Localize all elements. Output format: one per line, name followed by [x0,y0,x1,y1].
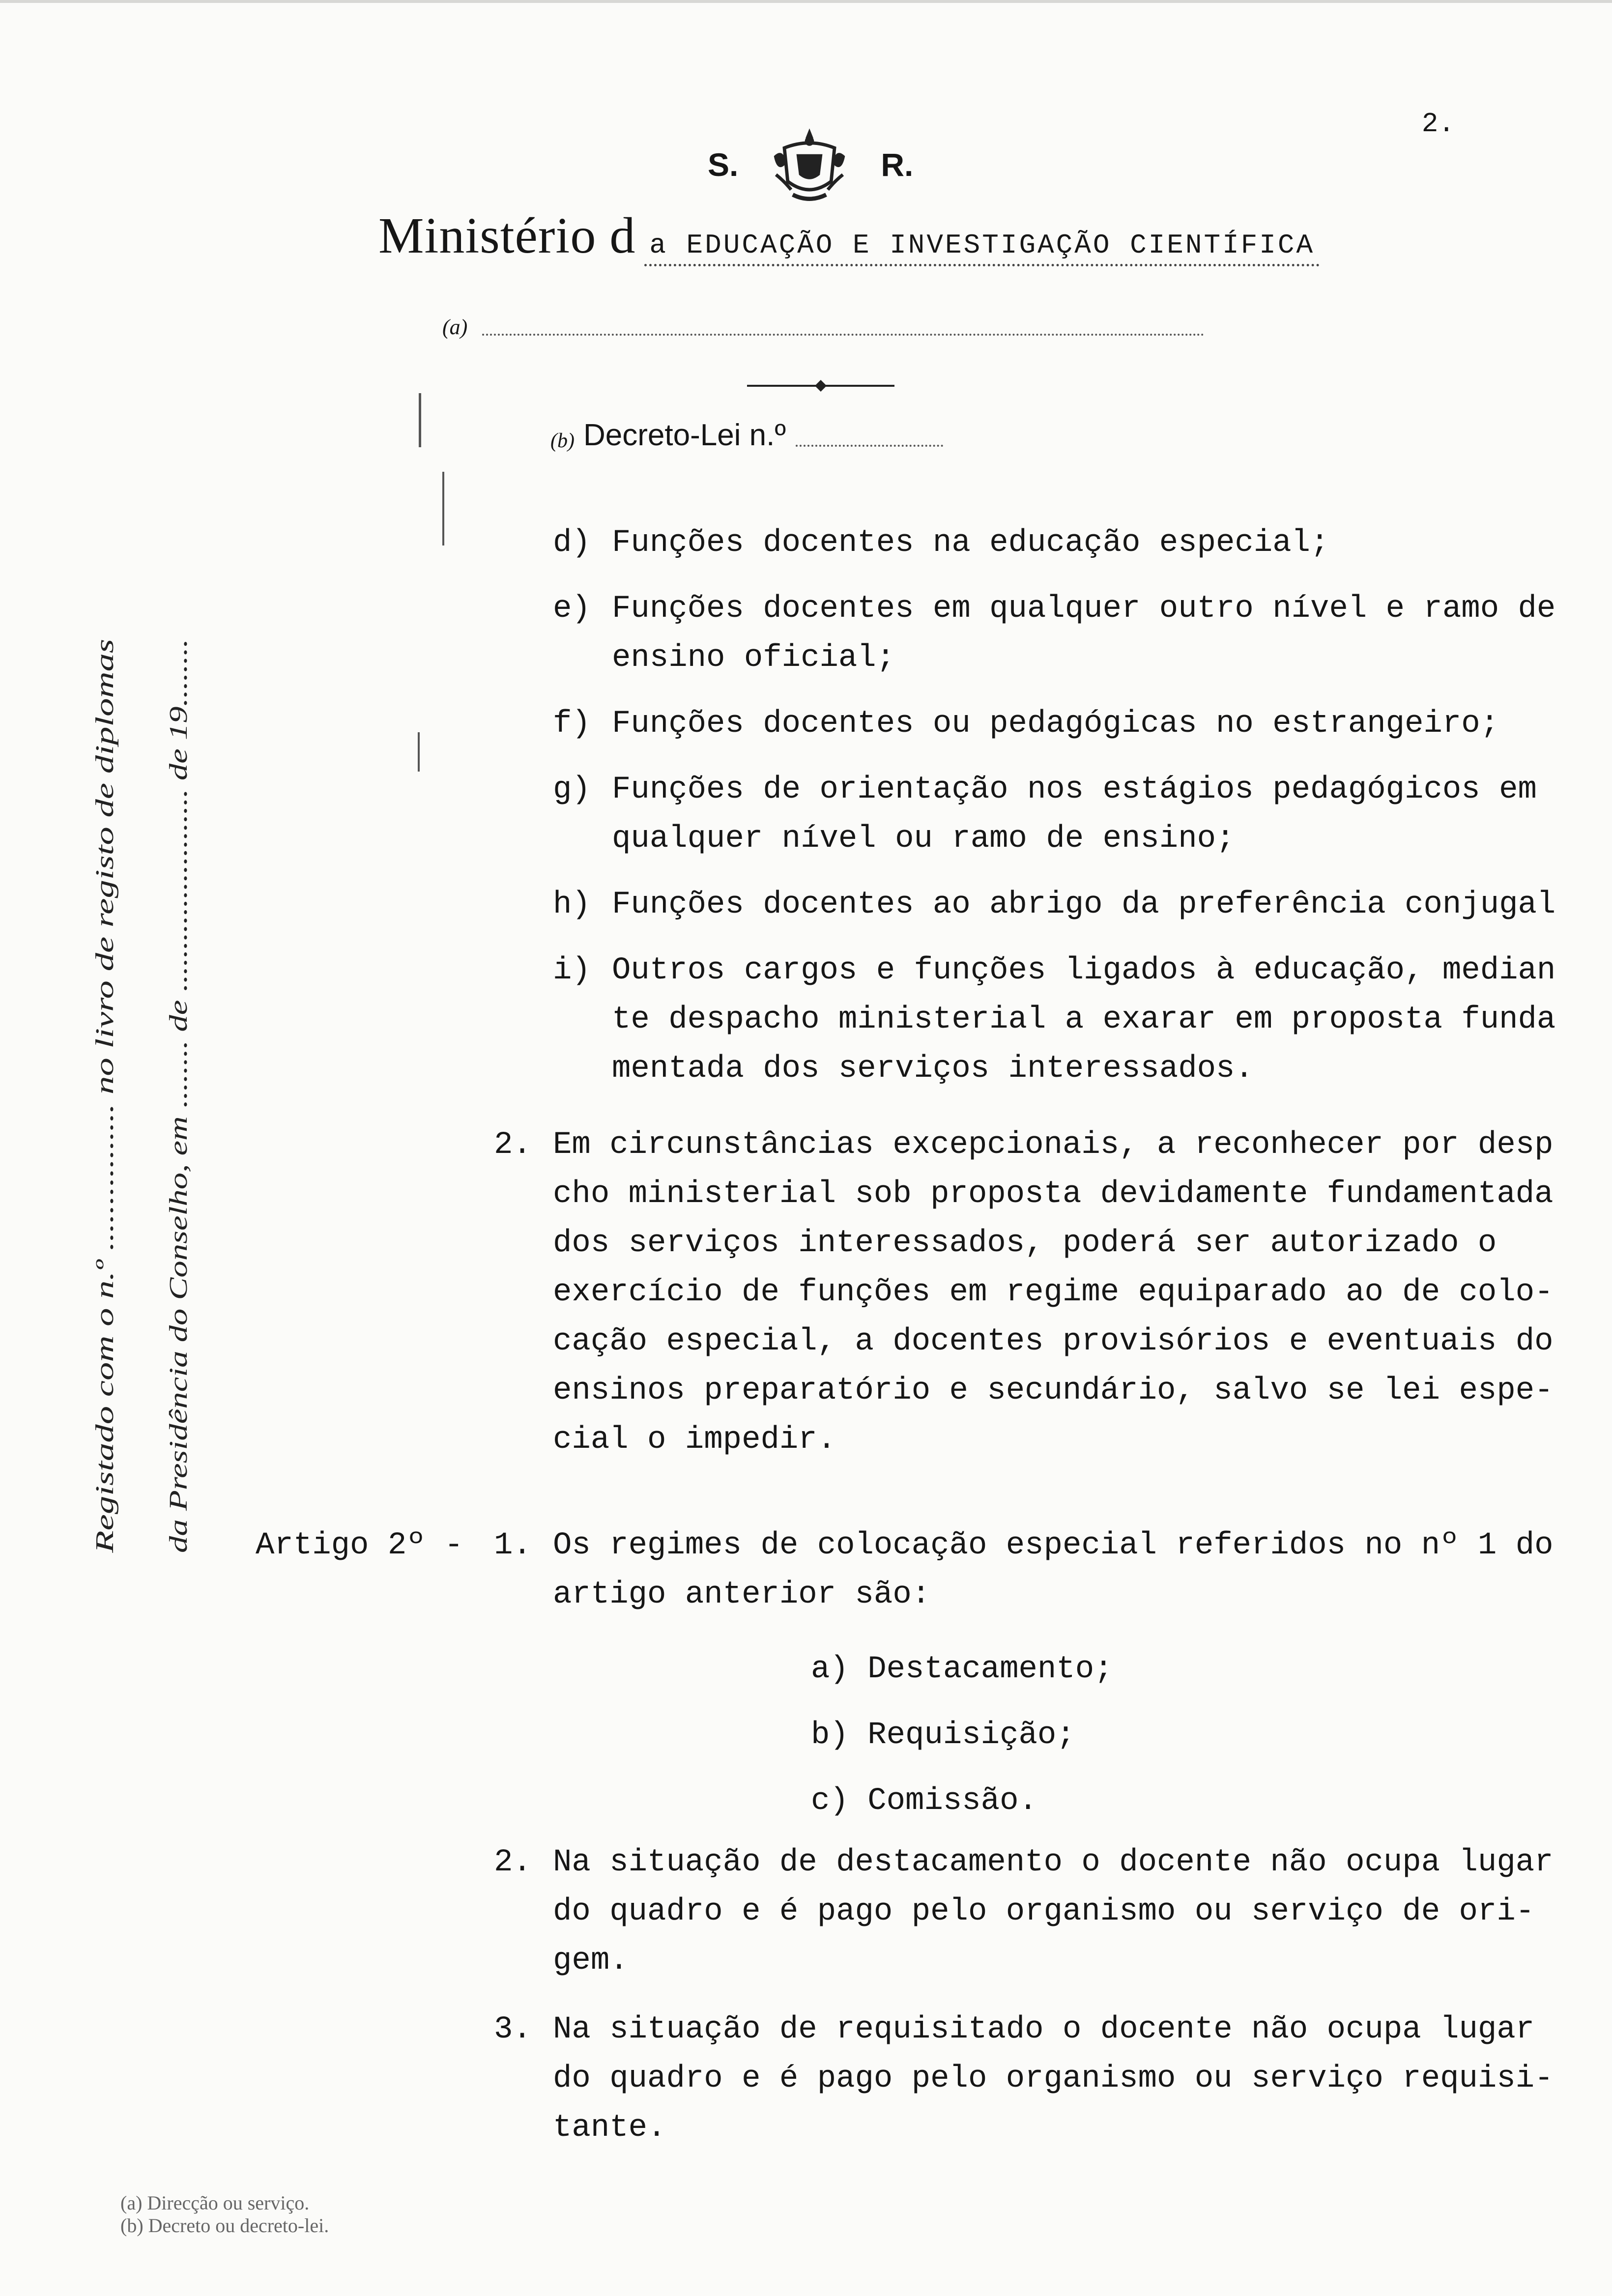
divider-ornament-icon [747,378,894,393]
footnote-b: (b) Decreto ou decreto-lei. [120,2214,329,2237]
article2-label: Artigo 2º - [256,1528,463,1563]
field-a-label: (a) [442,315,468,339]
list-item: i) Outros cargos e funções ligados à educação, median te despacho ministerial a exarar em proposta funda mentada dos serviços interessados. [553,953,1556,1087]
side-register-line2: da Presidência do Conselho, em ........ de ........................ de 19........ [165,861,193,1553]
side-register-note [44,619,197,1553]
side-register-line1: Registado com o n.º ................ no livro de registo de diplomas [91,917,119,1553]
article2-paragraph-3: 3. Na situação de requisitado o docente não ocupa lugar do quadro e é pago pelo organismo ou serviço requisi- tante. [494,2012,1554,2146]
footnotes [120,2192,329,2237]
margin-mark [442,472,444,545]
list-item: f) Funções docentes ou pedagógicas no estrangeiro; [553,706,1499,742]
article1-items [553,518,1555,1093]
list-item: b) Requisição; [811,1718,1075,1753]
margin-mark [419,393,421,447]
field-a-line [442,315,1204,340]
list-item: e) Funções docentes em qualquer outro nível e ramo de ensino oficial; [553,591,1556,676]
ministry-name: a EDUCAÇÃO E INVESTIGAÇÃO CIENTÍFICA [644,230,1320,266]
ministry-line [378,206,1320,266]
list-item: d) Funções docentes na educação especial; [553,525,1329,561]
ministry-label: Ministério d [378,207,636,264]
footnote-a: (a) Direcção ou serviço. [120,2192,310,2214]
decree-marker: (b) [550,430,575,452]
page-number: 2. [1421,108,1455,140]
letterhead [708,123,913,206]
decree-line [550,418,943,453]
coat-of-arms-icon [768,123,851,206]
margin-mark [418,732,420,772]
article2-regimes-list [811,1636,1113,1834]
letterhead-r: R. [881,146,914,183]
decree-label: Decreto-Lei n.º [583,418,786,452]
list-item: c) Comissão. [811,1783,1037,1819]
letterhead-s: S. [708,146,739,183]
list-item: a) Destacamento; [811,1652,1113,1687]
field-a-dots [482,333,1204,336]
list-item: h) Funções docentes ao abrigo da preferência conjugal [553,887,1556,922]
top-border [0,0,1612,3]
article2-paragraph-2: 2. Na situação de destacamento o docente não ocupa lugar do quadro e é pago pelo organismo ou serviço de ori- gem. [494,1845,1554,1979]
decree-number-dots [796,445,943,447]
article1-paragraph-2: 2. Em circunstâncias excepcionais, a reconhecer por desp cho ministerial sob proposta devidamente fundamentada dos serviços interessados, poderá ser autorizado o exercício de funções em regime equiparado ao de colo- cação especial, a docentes provisórios e eventuais do ensinos preparatório e secundário, salvo se lei espe- cial o impedir. [494,1127,1554,1458]
list-item: g) Funções de orientação nos estágios pedagógicos em qualquer nível ou ramo de ensino; [553,772,1537,857]
article2-paragraph-1: 1. Os regimes de colocação especial referidos no nº 1 do artigo anterior são: [494,1528,1554,1612]
